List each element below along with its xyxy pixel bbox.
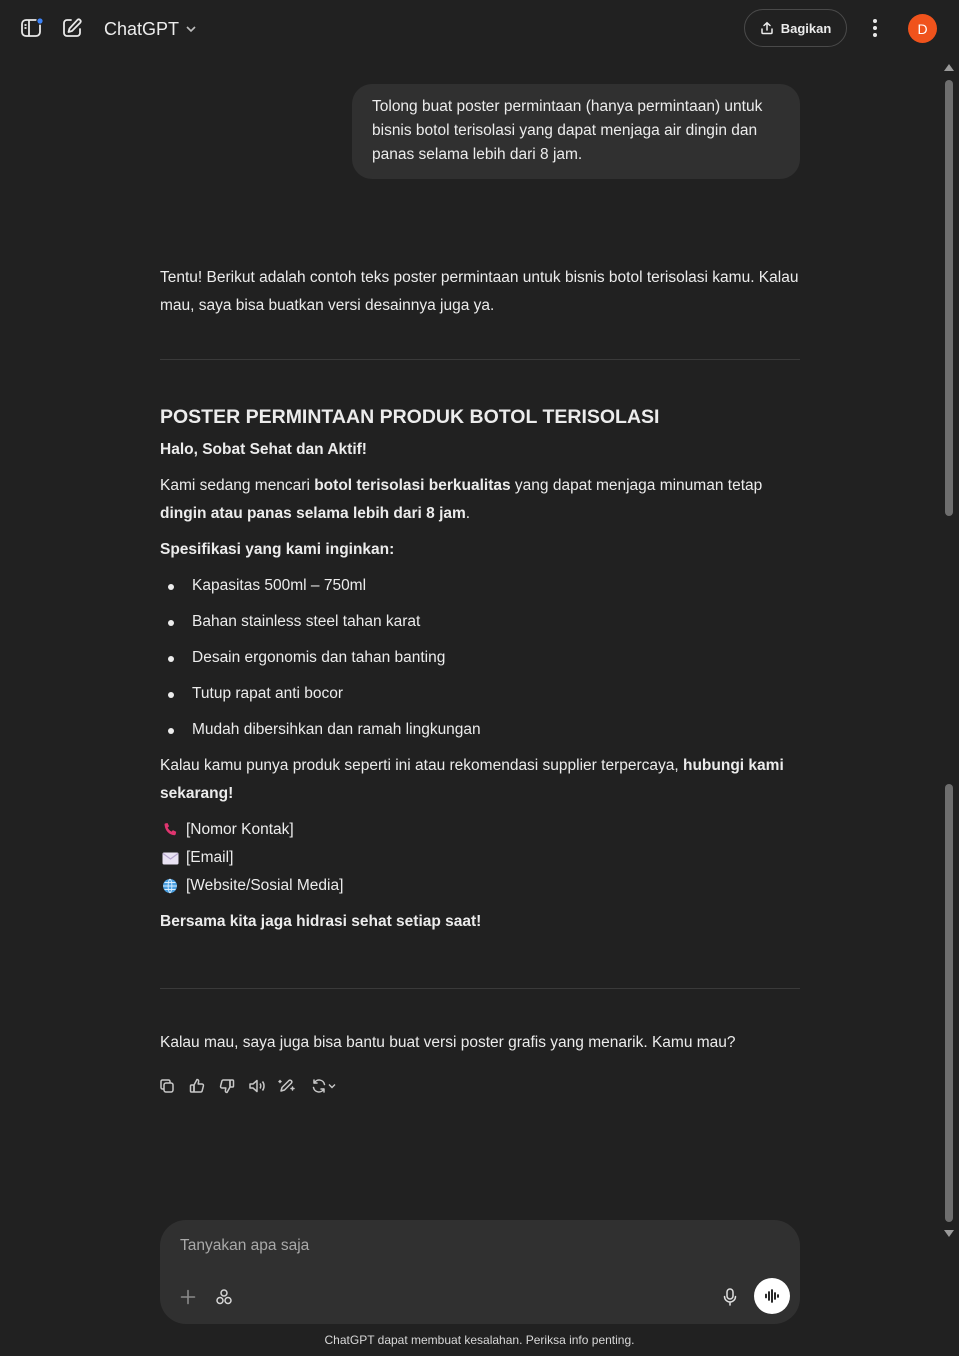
assistant-intro-text: Tentu! Berikut adalah contoh teks poster permintaan untuk bisnis botol terisolasi kamu. Kalau mau, saya bisa buatkan versi desainnya juga ya. bbox=[160, 269, 799, 314]
scroll-up-arrow[interactable] bbox=[944, 64, 954, 71]
spec-list bbox=[160, 572, 800, 744]
poster-greeting bbox=[160, 436, 800, 464]
tools-button[interactable] bbox=[213, 1286, 235, 1308]
plus-icon bbox=[180, 1289, 196, 1305]
user-message-bubble: Tolong buat poster permintaan (hanya permintaan) untuk bisnis botol terisolasi yang dapat menjaga air dingin dan panas selama lebih dari 8 jam. bbox=[352, 84, 800, 179]
spec-heading bbox=[160, 536, 800, 564]
thumbs-down-icon bbox=[219, 1078, 235, 1094]
spec-heading-text: Spesifikasi yang kami inginkan: bbox=[160, 541, 395, 558]
chevron-down-icon bbox=[327, 1081, 337, 1091]
speaker-icon bbox=[248, 1078, 266, 1094]
scrollbar[interactable] bbox=[942, 60, 956, 1242]
composer bbox=[160, 1220, 800, 1324]
scroll-down-arrow[interactable] bbox=[944, 1230, 954, 1237]
top-bar bbox=[0, 0, 959, 56]
dislike-button[interactable] bbox=[218, 1076, 236, 1096]
more-options-button[interactable] bbox=[862, 14, 888, 42]
refresh-icon bbox=[311, 1078, 327, 1094]
divider bbox=[160, 359, 800, 360]
avatar[interactable]: D bbox=[908, 14, 937, 43]
edit-canvas-button[interactable] bbox=[278, 1076, 296, 1096]
like-button[interactable] bbox=[188, 1076, 206, 1096]
model-label: ChatGPT bbox=[104, 18, 180, 39]
voice-mode-button[interactable] bbox=[754, 1278, 790, 1314]
cta-part-a: Kalau kamu punya produk seperti ini atau rekomendasi supplier terpercaya, bbox=[160, 757, 683, 774]
assistant-outro-text: Kalau mau, saya juga bisa bantu buat versi poster grafis yang menarik. Kamu mau? bbox=[160, 1034, 736, 1051]
disclaimer-text: ChatGPT dapat membuat kesalahan. Periksa info penting. bbox=[324, 1333, 635, 1347]
vertical-dots-icon bbox=[872, 18, 878, 38]
pen-sparkle-icon bbox=[278, 1078, 296, 1094]
contact-email bbox=[160, 844, 800, 872]
contact-web-text: [Website/Sosial Media] bbox=[186, 877, 344, 894]
p1-part-b: botol terisolasi berkualitas bbox=[314, 477, 511, 494]
tools-icon bbox=[215, 1288, 233, 1306]
dictate-button[interactable] bbox=[720, 1286, 740, 1308]
p1-part-a: Kami sedang mencari bbox=[160, 477, 315, 494]
p1-part-c: yang dapat menjaga minuman tetap bbox=[510, 477, 763, 494]
model-picker[interactable] bbox=[104, 16, 197, 42]
poster-paragraph bbox=[160, 472, 800, 528]
divider bbox=[160, 988, 800, 989]
p1-part-e: . bbox=[465, 505, 471, 522]
contact-web bbox=[160, 872, 800, 900]
contact-list bbox=[160, 816, 800, 900]
read-aloud-button[interactable] bbox=[248, 1076, 266, 1096]
message-actions bbox=[158, 1074, 340, 1098]
contact-phone bbox=[160, 816, 800, 844]
regenerate-button[interactable] bbox=[308, 1076, 340, 1096]
list-item: Kapasitas 500ml – 750ml bbox=[160, 572, 800, 600]
poster-cta bbox=[160, 752, 800, 808]
cta-part-b: hubungi kami sekarang! bbox=[160, 757, 784, 802]
closing-text: Bersama kita jaga hidrasi sehat setiap saat! bbox=[160, 913, 482, 930]
poster-closing bbox=[160, 908, 800, 936]
share-upload-icon bbox=[760, 21, 774, 35]
new-chat-button[interactable] bbox=[58, 14, 86, 42]
p1-part-d: dingin atau panas selama lebih dari 8 jam bbox=[160, 505, 466, 522]
scroll-thumb-upper[interactable] bbox=[945, 80, 953, 516]
edit-icon bbox=[61, 17, 83, 39]
list-item: Bahan stainless steel tahan karat bbox=[160, 608, 800, 636]
copy-icon bbox=[159, 1078, 175, 1094]
copy-button[interactable] bbox=[158, 1076, 176, 1096]
greeting-text: Halo, Sobat Sehat dan Aktif! bbox=[160, 441, 367, 458]
list-item: Tutup rapat anti bocor bbox=[160, 680, 800, 708]
sidebar-toggle-icon[interactable] bbox=[18, 14, 46, 42]
prompt-input[interactable] bbox=[180, 1237, 740, 1255]
share-button[interactable] bbox=[744, 9, 847, 47]
share-label: Bagikan bbox=[780, 20, 832, 36]
thumbs-up-icon bbox=[189, 1078, 205, 1094]
voice-wave-icon bbox=[764, 1288, 780, 1304]
chevron-down-icon bbox=[185, 23, 197, 35]
poster-title: POSTER PERMINTAAN PRODUK BOTOL TERISOLASI bbox=[160, 406, 660, 428]
list-item: Desain ergonomis dan tahan banting bbox=[160, 644, 800, 672]
poster-content bbox=[160, 400, 800, 944]
phone-icon bbox=[160, 822, 180, 838]
list-item: Mudah dibersihkan dan ramah lingkungan bbox=[160, 716, 800, 744]
attach-button[interactable] bbox=[177, 1286, 199, 1308]
contact-email-text: [Email] bbox=[186, 849, 234, 866]
contact-phone-text: [Nomor Kontak] bbox=[186, 821, 294, 838]
scroll-thumb-lower[interactable] bbox=[945, 784, 953, 1222]
microphone-icon bbox=[723, 1288, 737, 1306]
globe-icon bbox=[160, 878, 180, 894]
envelope-icon bbox=[160, 852, 180, 865]
